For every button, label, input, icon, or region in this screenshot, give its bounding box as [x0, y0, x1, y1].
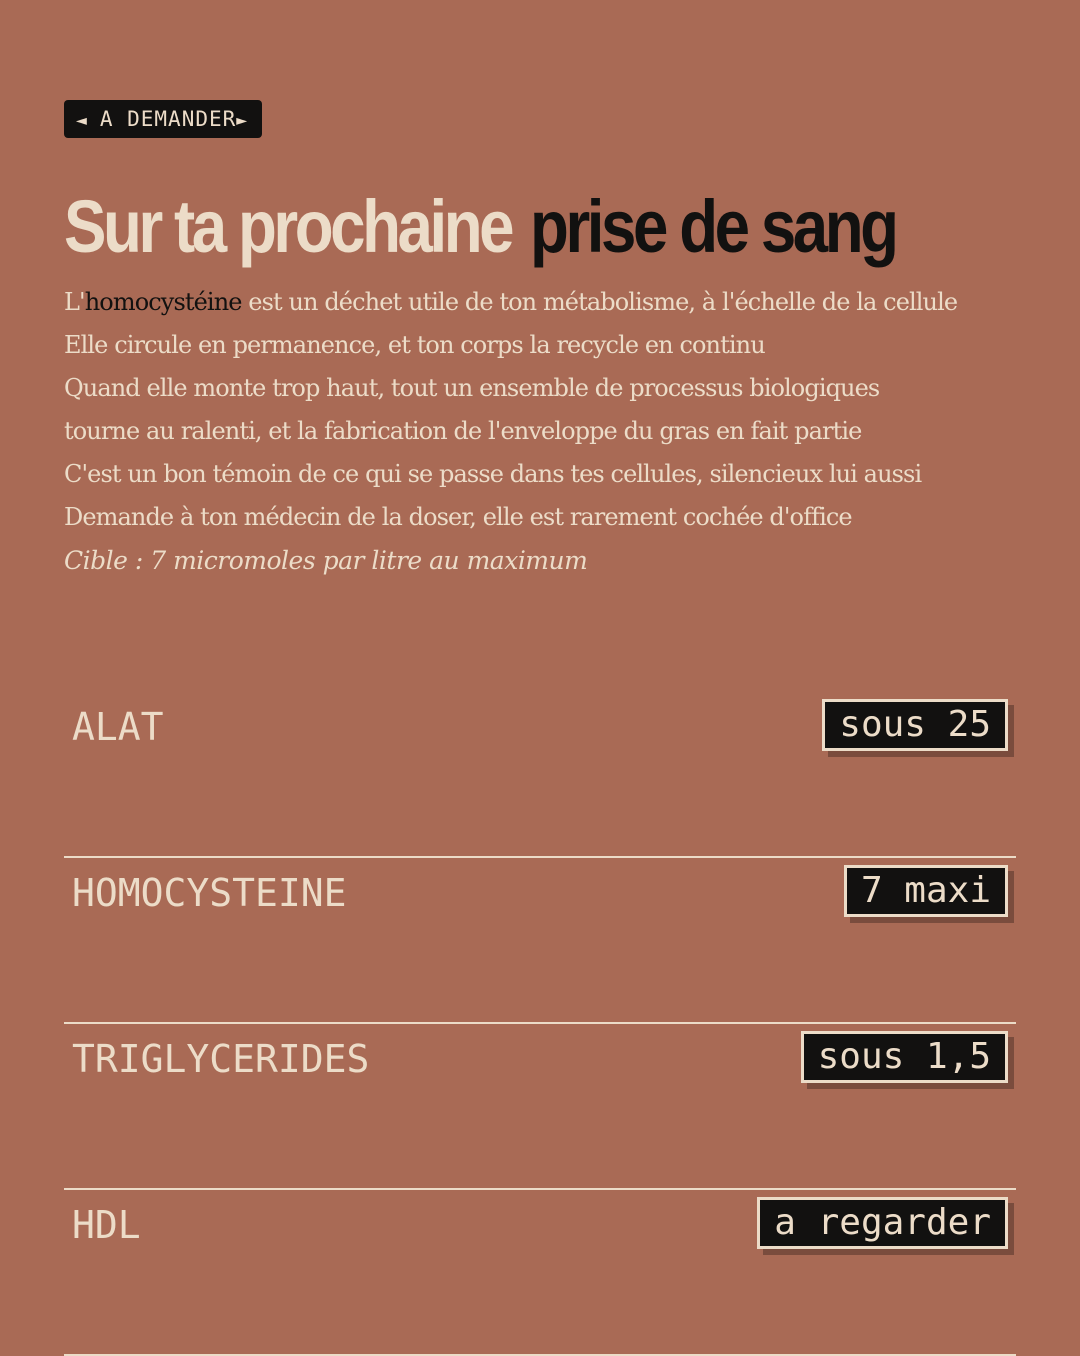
title-part-dark: prise de sang — [530, 185, 896, 268]
test-value-badge: sous 1,5 — [801, 1031, 1008, 1083]
ask-tag — [64, 100, 262, 138]
test-row-homocysteine — [64, 856, 1016, 1024]
highlight-term: homocystéine — [84, 288, 242, 316]
test-name: HDL — [72, 1203, 141, 1247]
left-arrow-icon: ◄ — [76, 110, 88, 131]
test-row-triglycerides — [64, 1022, 1016, 1190]
tag-label: A DEMANDER — [99, 107, 237, 131]
test-value-badge: a regarder — [757, 1197, 1008, 1249]
test-name: HOMOCYSTEINE — [72, 871, 347, 915]
right-arrow-icon: ► — [236, 110, 249, 131]
body-line-1-prefix: L' — [64, 288, 85, 316]
body-line-1-rest: est un déchet utile de ton métabolisme, à l'échelle de la cellule — [241, 288, 958, 316]
page-title — [64, 182, 896, 272]
body-line-1 — [64, 281, 1024, 324]
test-value-badge: 7 maxi — [844, 865, 1008, 917]
test-row-hdl — [64, 1188, 1016, 1356]
body-line-5: C'est un bon témoin de ce qui se passe dans tes cellules, silencieux lui aussi — [64, 460, 922, 488]
test-name: TRIGLYCERIDES — [72, 1037, 370, 1081]
body-line-4: tourne au ralenti, et la fabrication de l'enveloppe du gras en fait partie — [64, 417, 862, 445]
test-value-badge: sous 25 — [822, 699, 1008, 751]
body-line-3: Quand elle monte trop haut, tout un ensemble de processus biologiques — [64, 374, 880, 402]
explanation-paragraph — [64, 281, 1024, 539]
title-part-light: Sur ta prochaine — [64, 185, 512, 268]
test-row-alat — [64, 690, 1016, 858]
test-name: ALAT — [72, 705, 164, 749]
body-line-2: Elle circule en permanence, et ton corps la recycle en continu — [64, 331, 765, 359]
target-note: Cible : 7 micromoles par litre au maximum — [64, 546, 588, 575]
body-line-6: Demande à ton médecin de la doser, elle est rarement cochée d'office — [64, 503, 852, 531]
